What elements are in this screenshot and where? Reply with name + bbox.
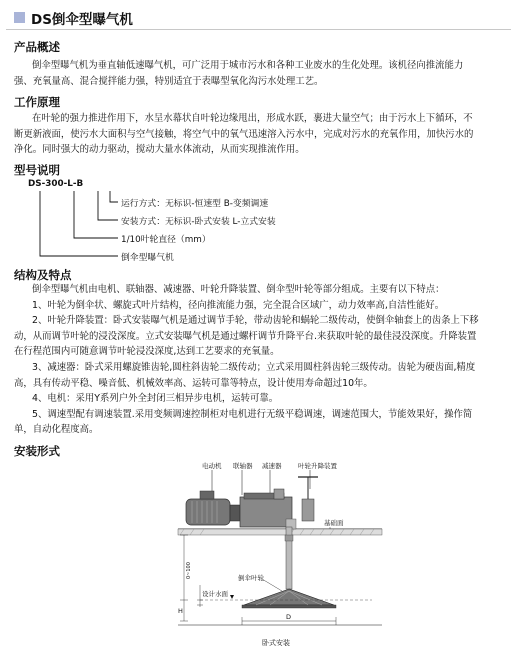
base-platform	[178, 529, 382, 535]
overview-line: 强、充氧量高、混合搅拌能力强，特别适宜于表曝型氧化沟污水处理工艺。	[14, 75, 324, 87]
overview-paragraph	[14, 58, 512, 89]
model-item-run-mode: 运行方式：无标识-恒速型 B-变频调速	[121, 199, 269, 209]
leader-line-b	[110, 191, 118, 202]
structure-paragraph	[14, 282, 512, 438]
label-base: 基础面	[324, 519, 344, 527]
title-bar	[6, 7, 511, 29]
model-item-name: 倒伞型曝气机	[121, 253, 174, 263]
heading-structure: 结构及特点	[14, 268, 72, 282]
structure-line: 高，具有传动平稳、噪音低、机械效率高、运转可靠等特点，设计使用寿命超过10年。	[14, 377, 373, 389]
label-immersion-depth: 0~100	[186, 562, 192, 579]
title-divider	[6, 29, 511, 30]
label-d: D	[286, 613, 292, 621]
principle-line: 净化。同时强大的动力驱动，搅动大量水体流动，从而实现推流作用。	[14, 144, 305, 156]
lift-gear-icon	[274, 489, 284, 499]
structure-line: 在行程范围内可随意调节叶轮浸没深度,达到工艺要求的充氧量。	[14, 346, 280, 358]
heading-principle: 工作原理	[14, 95, 60, 109]
motor-body-icon	[186, 499, 230, 525]
model-code: DS-300-L-B	[28, 179, 84, 189]
impeller-icon	[244, 589, 334, 605]
page-title: DS倒伞型曝气机	[31, 12, 133, 28]
label-water-surface: 设计水面	[202, 590, 228, 598]
coupling-icon	[230, 505, 240, 521]
label-motor: 电动机	[202, 462, 222, 470]
heading-model: 型号说明	[14, 163, 60, 177]
label-h: H	[178, 607, 183, 615]
model-item-diameter: 1/10叶轮直径（mm）	[121, 235, 211, 245]
structure-line: 1、叶轮为倒伞状、螺旋式叶片结构，径向推流能力强，完全混合区域广，动力效率高,自洁性能好。	[32, 299, 445, 311]
reducer-icon	[240, 497, 292, 527]
label-lift-device: 叶轮升降装置	[298, 462, 337, 470]
leader-line-ds	[40, 191, 118, 256]
label-coupling: 联轴器	[233, 462, 253, 470]
model-item-install-mode: 安装方式：无标识-卧式安装 L-立式安装	[121, 217, 276, 227]
leader-line-l	[98, 191, 118, 220]
heading-overview: 产品概述	[14, 40, 60, 54]
structure-line: 5、调速型配有调速装置.采用变频调速控制柜对电机进行无级平稳调速，调速范围大，节能效果好，操作简	[32, 408, 473, 420]
structure-line: 4、电机：采用Y系列户外全封闭三相异步电机，运转可靠。	[32, 393, 279, 405]
structure-line: 3、减速器：卧式采用螺旋锥齿轮,圆柱斜齿轮二级传动；立式采用圆柱斜齿轮三级传动。齿轮为硬齿面,精度	[32, 361, 476, 373]
diagram-caption: 卧式安装	[262, 639, 290, 647]
install-diagram	[170, 455, 390, 655]
principle-line: 断更新液面，使污水大面积与空气接触，将空气中的氧气迅速溶入污水中，完成对污水的充氧作用，加快污水的	[14, 128, 474, 140]
heading-install: 安装形式	[14, 444, 60, 458]
motor-terminal-box	[200, 491, 214, 499]
structure-line: 单，自动化程度高。	[14, 424, 99, 436]
structure-line: 动，从而调节叶轮的浸没深度。立式安装曝气机是通过螺杆调节升降平台.来获取叶轮的最佳浸没深度。升降装置	[14, 330, 477, 342]
structure-line: 2、叶轮升降装置：卧式安装曝气机是通过调节手轮，带动齿轮和蜗轮二级传动，使倒伞轴套上的齿条上下移	[32, 315, 479, 327]
title-bullet-square	[14, 12, 25, 23]
label-impeller: 倒伞叶轮	[238, 574, 264, 582]
leader-line-300	[74, 191, 118, 238]
principle-paragraph	[14, 111, 512, 158]
lift-column-icon	[302, 499, 314, 521]
overview-line: 倒伞型曝气机为垂直轴低速曝气机，可广泛用于城市污水和各种工业废水的生化处理。该机径向推流能力	[32, 60, 464, 71]
principle-line: 在叶轮的强力推进作用下，水呈水幕状自叶轮边缘甩出，形成水跃，裹进大量空气；由于污水上下循环，不	[32, 113, 473, 124]
label-reducer: 减速器	[262, 462, 282, 470]
structure-line: 倒伞型曝气机由电机、联轴器、减速器、叶轮升降装置、倒伞型叶轮等部分组成。主要有以下特点：	[32, 284, 445, 295]
